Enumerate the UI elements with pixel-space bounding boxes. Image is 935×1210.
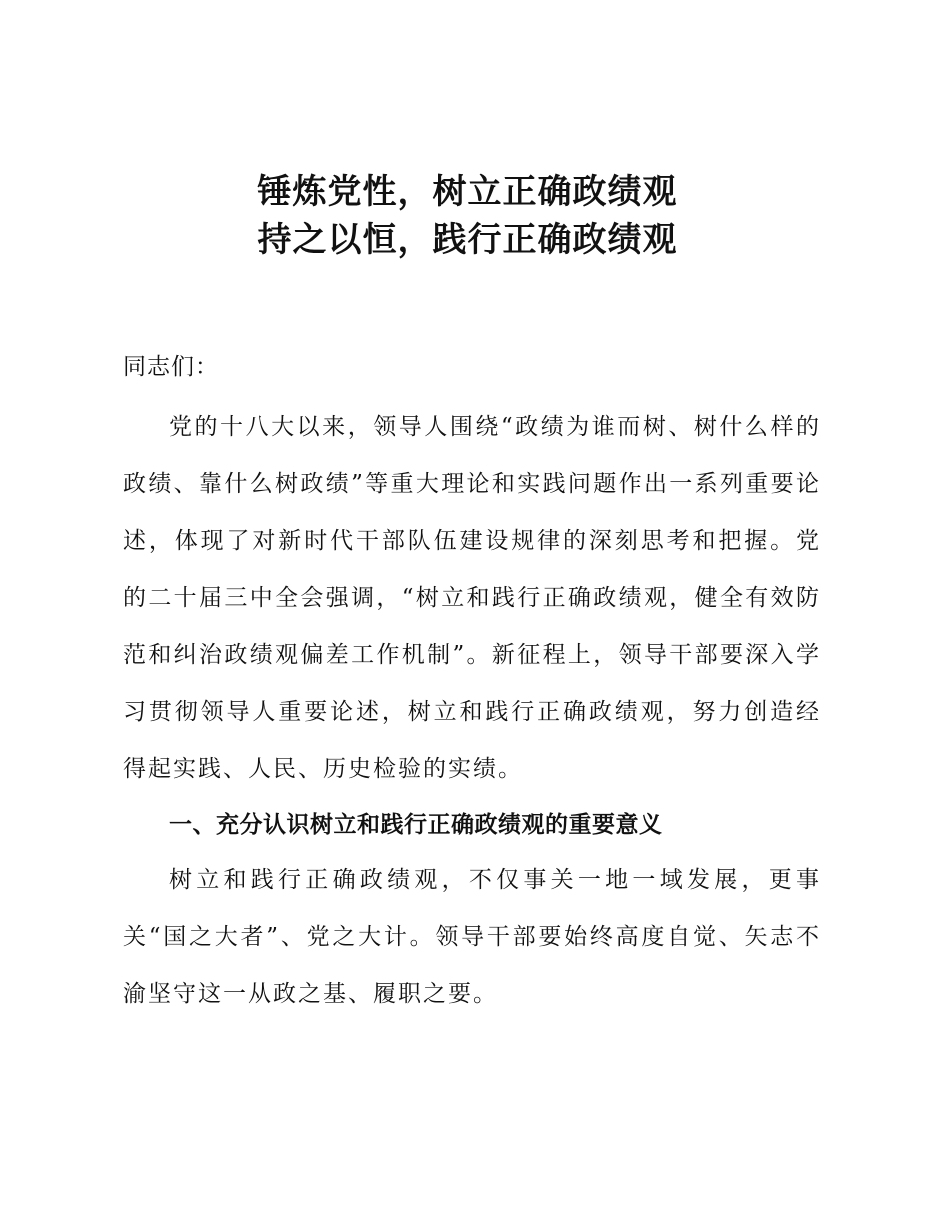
paragraph-intro: 党的十八大以来，领导人围绕“政绩为谁而树、树什么样的政绩、靠什么树政绩”等重大理论和实践问题作出一系列重要论述，体现了对新时代干部队伍建设规律的深刻思考和把握。党的二十届三中全会强调，“树立和践行正确政绩观，健全有效防范和纠治政绩观偏差工作机制”。新征程上，领导干部要深入学习贯彻领导人重要论述，树立和践行正确政绩观，努力创造经得起实践、人民、历史检验的实绩。 xyxy=(123,414,821,782)
title-line-1: 锤炼党性，树立正确政绩观 xyxy=(257,172,678,212)
title-line-2: 持之以恒，践行正确政绩观 xyxy=(257,220,678,260)
salutation: 同志们： xyxy=(123,354,219,380)
section-heading-1: 一、充分认识树立和践行正确政绩观的重要意义 xyxy=(169,812,663,838)
title-block xyxy=(0,168,935,264)
document-body xyxy=(123,348,821,1023)
paragraph-section-1: 树立和践行正确政绩观，不仅事关一地一域发展，更事关“国之大者”、党之大计。领导干部要始终高度自觉、矢志不渝坚守这一从政之基、履职之要。 xyxy=(123,867,821,1007)
